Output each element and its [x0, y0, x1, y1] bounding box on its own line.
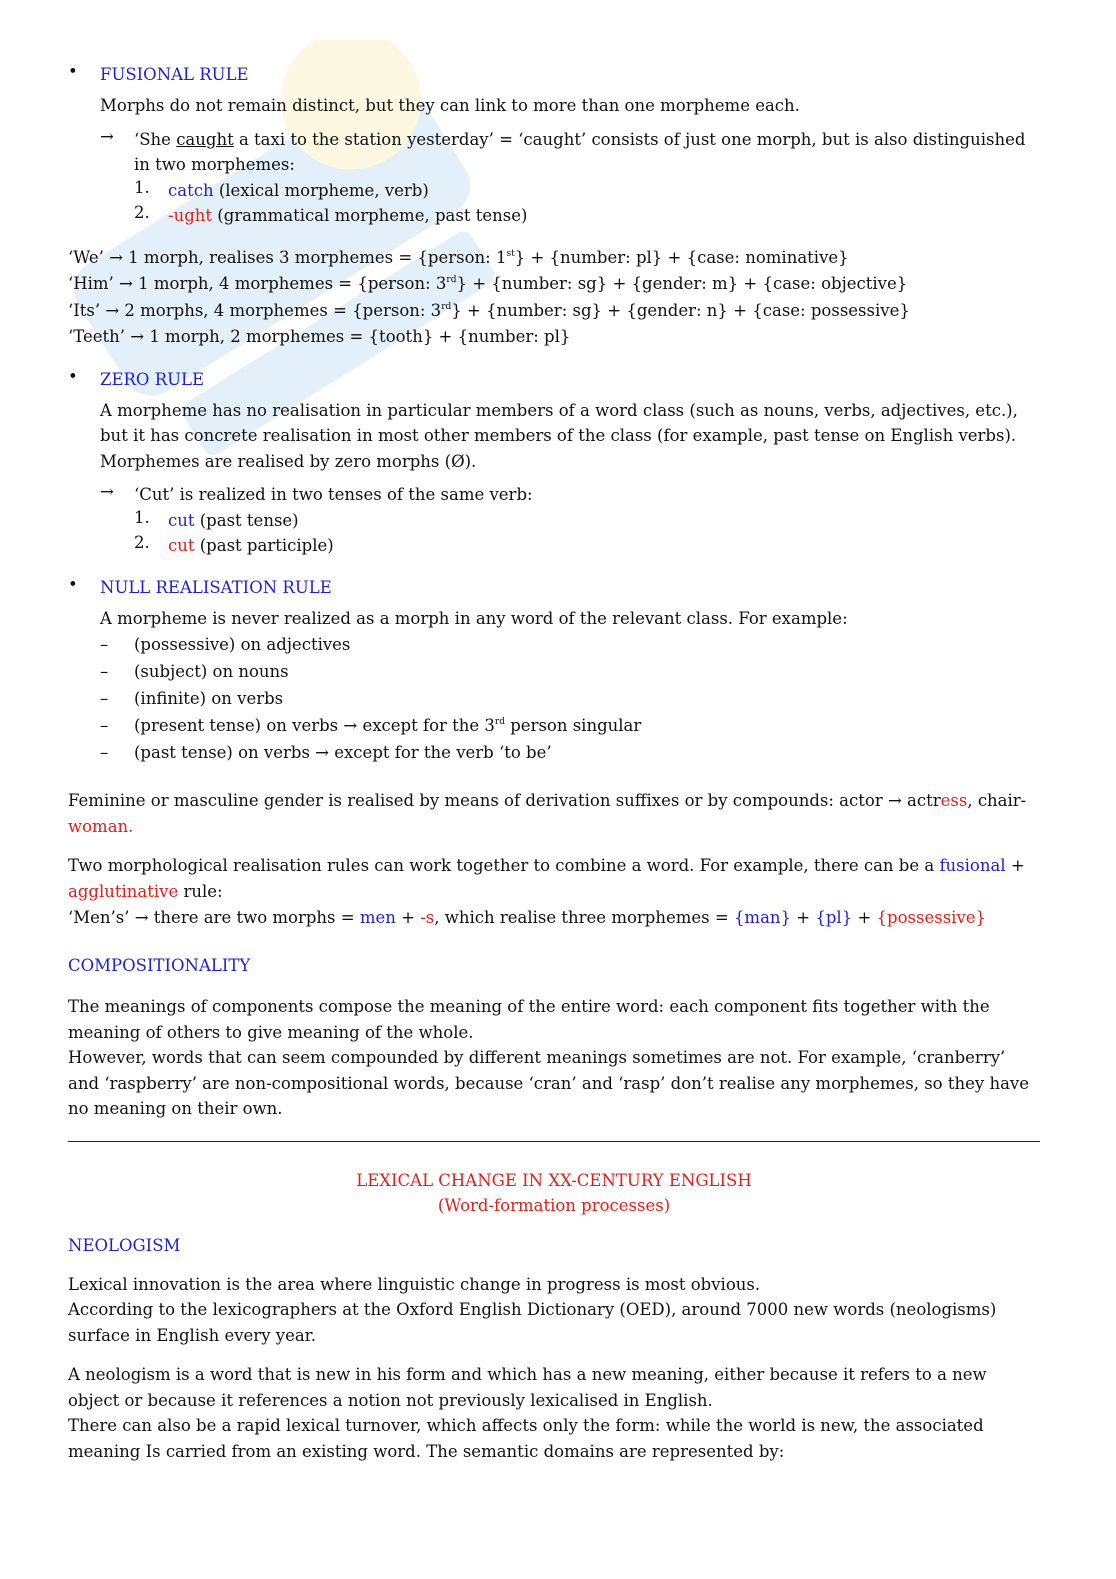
list-item: 2. -ught (grammatical morpheme, past tense) [134, 203, 528, 225]
zero-example: → ‘Cut’ is realized in two tenses of the same verb: [100, 482, 533, 504]
neologism-p3: A neologism is a word that is new in his form and which has a new meaning, either because it refers to a new object or because it references a notion not previously lexicalised in English. [68, 1365, 987, 1410]
list-item: – (infinite) on verbs [100, 689, 284, 708]
lexical-change-title: LEXICAL CHANGE IN XX-CENTURY ENGLISH [356, 1170, 752, 1190]
list-item: – (present tense) on verbs → except for the 3rd person singular [100, 716, 642, 735]
list-item: 1. catch (lexical morpheme, verb) [134, 177, 429, 200]
example-we: ‘We’ → 1 morph, realises 3 morphemes = {person: 1st} + {number: pl} + {case: nominative} [68, 247, 849, 267]
zero-rule-description: A morpheme has no realisation in particular members of a word class (such as nouns, verbs, adjectives, etc.), but it has concrete realisation in most other members of the class (for example, past tense on English verbs). Morphemes are realised by zero morphs (Ø). [100, 400, 1018, 471]
fusional-rule-section [68, 62, 1040, 87]
compositionality-p2: However, words that can seem compounded by different meanings sometimes are not. For example, ‘cranberry’ and ‘raspberry’ are non-compositional words, because ‘cran’ and ‘rasp’ don’t realise any morphemes, so they have no meaning on their own. [68, 1048, 1029, 1118]
null-rule-heading: • NULL REALISATION RULE [100, 577, 332, 597]
morph-term: cut [168, 536, 195, 555]
lexical-change-subtitle: (Word-formation processes) [437, 1196, 671, 1215]
null-rule-description: A morpheme is never realized as a morph in any word of the relevant class. For example: [100, 608, 848, 628]
example-him: ‘Him’ → 1 morph, 4 morphemes = {person: 3rd} + {number: sg} + {gender: m} + {case: objective} [68, 274, 908, 293]
example-teeth: ‘Teeth’ → 1 morph, 2 morphemes = {tooth} + {number: pl} [68, 327, 571, 346]
neologism-heading: NEOLOGISM [68, 1235, 181, 1255]
morph-term: -ught [168, 206, 213, 225]
fusional-rule-heading: • FUSIONAL RULE [100, 65, 249, 84]
arrow-icon: → [100, 126, 114, 146]
mens-example: ‘Men’s’ → there are two morphs = men + -s, which realise three morphemes = {man} + {pl} + {possessive} [68, 908, 987, 927]
neologism-p4: There can also be a rapid lexical turnover, which affects only the form: while the world is new, the associated meaning Is carried from an existing word. The semantic domains are represented by: [68, 1416, 984, 1461]
combine-paragraph: Two morphological realisation rules can work together to combine a word. For example, there can be a fusional + agglutinative rule: [68, 856, 1025, 901]
gender-paragraph: Feminine or masculine gender is realised by means of derivation suffixes or by compounds: actor → actress, chair-woman. [68, 791, 1027, 836]
neologism-p2: According to the lexicographers at the Oxford English Dictionary (OED), around 7000 new words (neologisms) surface in English every year. [68, 1300, 997, 1345]
document-page [68, 62, 1040, 1464]
zero-rule-heading: • ZERO RULE [100, 369, 205, 389]
list-item: – (past tense) on verbs → except for the verb ‘to be’ [100, 743, 552, 762]
morph-term: cut [168, 510, 195, 530]
list-item: – (subject) on nouns [100, 662, 289, 681]
underlined-word: caught [176, 129, 234, 149]
list-item: – (possessive) on adjectives [100, 635, 351, 654]
zero-rule-desc-block [68, 398, 1040, 475]
fusional-rule-desc-block [68, 93, 1040, 119]
compositionality-heading: COMPOSITIONALITY [68, 956, 251, 975]
list-item: 1. cut (past tense) [134, 507, 299, 530]
morpheme-examples [68, 245, 1040, 351]
compositionality-p1: The meanings of components compose the meaning of the entire word: each component fits together with the meaning of others to give meaning of the whole. [68, 997, 990, 1042]
fusional-rule-description: Morphs do not remain distinct, but they can link to more than one morpheme each. [100, 96, 800, 115]
zero-rule-section [68, 367, 1040, 392]
example-its: ‘Its’ → 2 morphs, 4 morphemes = {person: 3rd} + {number: sg} + {gender: n} + {case: possessive} [68, 300, 910, 320]
neologism-p1: Lexical innovation is the area where linguistic change in progress is most obvious. [68, 1274, 761, 1294]
list-item: 2. cut (past participle) [134, 533, 334, 555]
null-rule-desc-block [68, 606, 1040, 632]
section-divider [68, 1141, 1040, 1142]
arrow-icon: → [100, 482, 114, 501]
fusional-example: → ‘She caught a taxi to the station yesterday’ = ‘caught’ consists of just one morph, but is also distinguished in two morphemes: [100, 126, 1026, 174]
null-rule-section [68, 575, 1040, 600]
morph-term: catch [168, 180, 214, 200]
